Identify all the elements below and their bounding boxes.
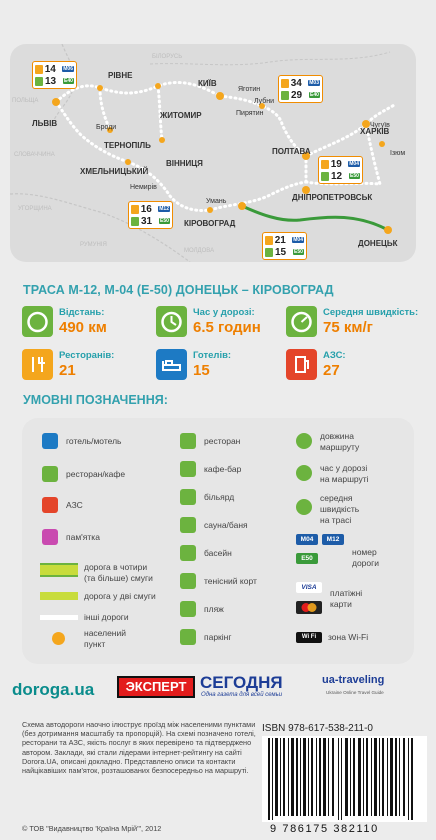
hotel-icon <box>156 349 187 380</box>
city-label: ЖИТОМИР <box>160 111 202 120</box>
visa-card-icon: VISA <box>296 582 322 593</box>
two-lane-road-icon <box>40 592 78 600</box>
barcode-icon <box>262 736 427 822</box>
tennis-icon <box>180 573 196 589</box>
legend-title: УМОВНІ ПОЗНАЧЕННЯ: <box>23 393 168 407</box>
restaurant-icon <box>321 172 329 181</box>
route-map[interactable] <box>10 44 416 262</box>
sauna-icon <box>180 517 196 533</box>
speedometer-icon <box>296 499 312 515</box>
country-label: СЛОВАЧЧИНА <box>14 152 55 158</box>
country-label: МОЛДОВА <box>184 248 215 254</box>
parking-icon <box>180 629 196 645</box>
country-label: РУМУНІЯ <box>80 242 107 248</box>
city-label: Яготин <box>238 86 261 93</box>
doroga-logo[interactable]: doroga.ua <box>12 680 95 699</box>
expert-logo[interactable]: ЭКСПЕРТ <box>117 676 195 698</box>
description-text: Схема автодороги наочно ілюструє проїзд між населеними пунктами (без дотримання масштабу та пропорцій). На схемі позначено готелі, ресторани та АЗС, якість послуг в яких перевірено та підтверджено автором. Заклади, які стали лідерами інтернет-рейтингу на сайті Dorога.UA, описані докладно. Представлено описи та контакти найцікавіших пам'яток, розташованих безпосередньо на маршруті. <box>22 720 256 776</box>
sponsor-logos <box>0 670 436 710</box>
route-map-page: БІЛОРУСЬ ПОЛЬЩА СЛОВАЧЧИНА УГОРЩИНА РУМУНІЯ МОЛДОВА РІВНЕ КИЇВ Яготин ЛЬВІВ Броди ЖИТОМИР Лубни Пирятин ХАРКІВ Чугуїв ТЕРНОПІЛЬ ХМЕЛЬНИЦЬКИЙ ВІННИЦЯ ПОЛТАВА Ізюм Немирів Умань ДНІПРОПЕТРОВСЬК КІРОВОГРАД ДОНЕЦЬК 14 M06 13 E40 34 M03 29 E40 19 M04 12 E50 16 M12 31 E50 21 M04 15 E50 ТРАСА М-12, М-04 (Е-50) ДОНЕЦЬК – КІРОВОГРАД Відстань: 490 км Час у дорозі: 6.5 годин Середня швидкість: 75 км/г Ресторанів: 21 Готелів: 15 АЗС: 27 УМОВНІ ПОЗНАЧЕННЯ: готель/мотель ресторан/кафе АЗС пам'ятка дорога в чотири (та більше) смуги дорога у дві смуги інші дороги населений пункт ресторан кафе-бар більярд сауна/баня басейн тенісний корт пляж паркінг довжина маршруту час у дорозі на маршруті середня швидкість на трасі M04 M12 E50 номер дороги VISA платіжні карти Wi Fi зона Wi-Fi doroga.ua ЭКСПЕРТ СЕГОДНЯ Одна газета для всей семьи ua-traveling Ukraine Online Travel Guide Схема автодороги наочно ілюструє проїзд між населеними пунктами (без дотримання масштабу та пропорцій). На схемі позначено готелі, ресторани та АЗС, якість послуг в яких перевірено та підтверджено автором. Заклади, які стали лідерами інтернет-рейтингу на сайті Dorога.UA, описані докладно. Представлено описи та контакти найцікавіших пам'яток, розташованих безпосередньо на маршруті. ISBN 978-617-538-211-0 9 786175 382110 © ТОВ "Видавництво 'Країна Мрій'", 2012 <box>0 0 436 840</box>
road-number-badge: E50 <box>296 553 318 564</box>
road-number-badge: M12 <box>322 534 344 545</box>
city-stats-box[interactable]: 19 M04 12 E50 <box>318 156 363 184</box>
city-label: Ізюм <box>390 150 406 157</box>
hotel-icon <box>131 205 139 214</box>
road-number-badge: M04 <box>296 534 318 545</box>
hotel-icon <box>42 433 58 449</box>
restaurant-icon <box>35 77 43 86</box>
pool-icon <box>180 545 196 561</box>
country-label: УГОРЩИНА <box>18 206 52 212</box>
hotel-icon <box>35 65 43 74</box>
city-label: Умань <box>206 198 227 205</box>
restaurant-icon <box>265 248 273 257</box>
city-label: ХАРКІВ <box>360 127 390 136</box>
city-stats-box[interactable]: 21 M04 15 E50 <box>262 232 307 260</box>
city-label: ТЕРНОПІЛЬ <box>104 141 151 150</box>
distance-icon <box>22 306 53 337</box>
restaurant-icon <box>180 433 196 449</box>
city-stats-box[interactable]: 34 M03 29 E40 <box>278 75 323 103</box>
city-label: ХМЕЛЬНИЦЬКИЙ <box>80 167 149 176</box>
mastercard-icon <box>296 601 322 614</box>
segodnya-tagline: Одна газета для всей семьи <box>201 692 283 698</box>
uatraveling-tagline: Ukraine Online Travel Guide <box>326 690 384 695</box>
beach-umbrella-icon <box>180 601 196 617</box>
clock-icon <box>156 306 187 337</box>
city-label: КІРОВОГРАД <box>184 219 236 228</box>
city-label: КИЇВ <box>198 79 217 88</box>
city-label: ПОЛТАВА <box>272 147 311 156</box>
hotel-icon <box>281 79 289 88</box>
four-lane-road-icon <box>40 563 78 577</box>
restaurant-icon <box>281 91 289 100</box>
segodnya-logo[interactable]: СЕГОДНЯ <box>200 673 283 692</box>
city-label: Лубни <box>254 98 275 105</box>
route-title: ТРАСА М-12, М-04 (Е-50) ДОНЕЦЬК – КІРОВОГРАД <box>23 283 334 297</box>
other-road-icon <box>40 615 78 620</box>
city-label: Пирятин <box>236 110 264 117</box>
uatraveling-logo[interactable]: ua-traveling <box>322 674 385 686</box>
monument-icon <box>42 529 58 545</box>
restaurant-icon <box>131 217 139 226</box>
restaurant-icon <box>22 349 53 380</box>
city-label: РІВНЕ <box>108 71 133 80</box>
speedometer-icon <box>286 306 317 337</box>
fuel-pump-icon <box>42 497 58 513</box>
city-label: ДОНЕЦЬК <box>358 239 398 248</box>
wifi-icon: Wi Fi <box>296 632 322 643</box>
hotel-icon <box>321 160 329 169</box>
city-label: ВІННИЦЯ <box>166 159 203 168</box>
copyright: © ТОВ "Видавництво 'Країна Мрій'", 2012 <box>22 824 162 833</box>
country-label: БІЛОРУСЬ <box>152 54 183 60</box>
city-stats-box[interactable]: 16 M12 31 E50 <box>128 201 173 229</box>
isbn: ISBN 978-617-538-211-0 <box>262 723 373 734</box>
restaurant-icon <box>42 466 58 482</box>
billiards-icon <box>180 489 196 505</box>
coffee-icon <box>180 461 196 477</box>
distance-icon <box>296 433 312 449</box>
hotel-icon <box>265 236 273 245</box>
city-label: ЛЬВІВ <box>32 119 58 128</box>
fuel-pump-icon <box>286 349 317 380</box>
city-label: Броди <box>96 124 117 131</box>
settlement-dot-icon <box>52 632 65 645</box>
country-label: ПОЛЬЩА <box>12 98 39 104</box>
clock-icon <box>296 465 312 481</box>
city-label: Немирів <box>130 184 157 191</box>
city-stats-box[interactable]: 14 M06 13 E40 <box>32 61 77 89</box>
barcode-digits: 9 786175 382110 <box>270 823 379 835</box>
city-label: Чугуїв <box>370 122 390 129</box>
city-label: ДНІПРОПЕТРОВСЬК <box>292 193 373 202</box>
